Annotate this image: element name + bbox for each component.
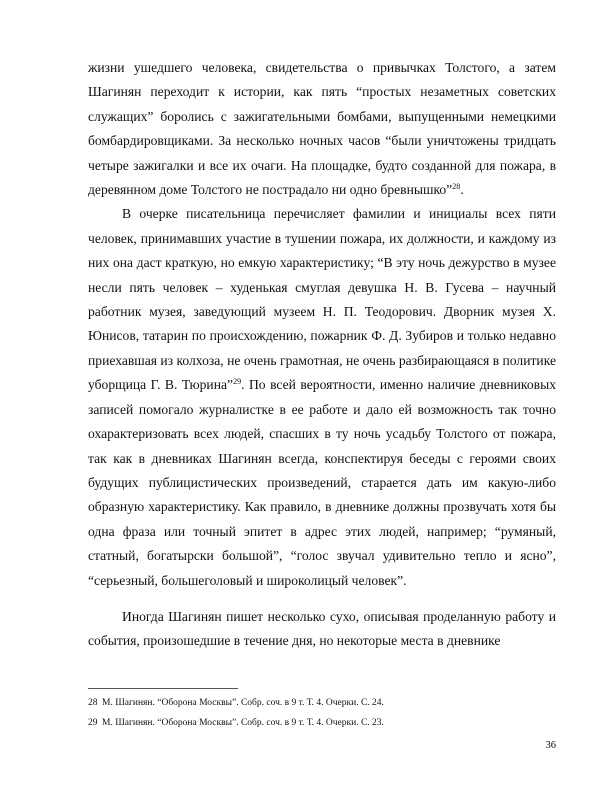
paragraph-2 [88, 202, 556, 593]
paragraph-2-text: В очерке писательница перечисляет фамилии и инициалы всех пяти человек, принимавших участие в тушении пожара, их должности, и каждому из них она даст краткую, но емкую характеристику; “В эту ночь дежурство в музее несли пять человек – худенькая смуглая девушка Н. В. Гусева – научный работник музея, заведующий музеем Н. П. Теодорович. Дворник музея Х. Юнисов, татарин по происхождению, пожарник Ф. Д. Зубиров и только недавно приехавшая из колхоза, не очень грамотная, не очень разбирающаяся в политике уборщица Г. В. Тюрина” [88, 206, 556, 393]
footnote-29 [88, 713, 556, 733]
paragraph-1-tail: . [460, 182, 464, 198]
footnote-ref-28: 28 [452, 182, 461, 192]
paragraph-1-text: жизни ушедшего человека, свидетельства о привычках Толстого, а затем Шагинян переходит к истории, как пять “простых незаметных советских служащих” боролись с зажигательными бомбами, выпущенными немецкими бомбардировщиками. За несколько ночных часов “были уничтожены тридцать четыре зажигалки и все их очаги. На площадке, будто созданной для пожара, в деревянном доме Толстого не пострадало ни одно бревнышко” [88, 60, 556, 198]
footnote-divider [88, 688, 238, 689]
footnote-text: М. Шагинян. “Оборона Москвы”. Собр. соч. в 9 т. Т. 4. Очерки. С. 23. [102, 718, 384, 728]
footnote-number: 29 [88, 718, 98, 728]
footnote-28 [88, 693, 556, 713]
footnote-text: М. Шагинян. “Оборона Москвы”. Собр. соч. в 9 т. Т. 4. Очерки. С. 24. [102, 698, 384, 708]
paragraph-3 [88, 605, 556, 654]
footnotes [88, 693, 556, 733]
paragraph-2-tail: . По всей вероятности, именно наличие дневниковых записей помогало журналистке в ее работе и дало ей возможность так точно охарактеризовать всех людей, спасших в ту ночь усадьбу Толстого от пожара, так как в дневниках Шагинян всегда, конспектируя беседы с героями своих будущих публицистических произведений, старается дать им какую-либо образную характеристику. Как правило, в дневнике должны прозвучать хотя бы одна фраза или точный эпитет в адрес этих людей, например; “румяный, статный, богатырски большой”, “голос звучал удивительно тепло и ясно”, “серьезный, большеголовый и широколицый человек”. [88, 377, 556, 588]
page-number: 36 [545, 740, 556, 751]
paragraph-1 [88, 56, 556, 202]
paragraph-3-text: Иногда Шагинян пишет несколько сухо, описывая проделанную работу и события, произошедшие в течение дня, но некоторые места в дневнике [88, 608, 556, 649]
footnote-ref-29: 29 [233, 377, 242, 387]
body-text [88, 56, 556, 654]
footnote-number: 28 [88, 698, 98, 708]
